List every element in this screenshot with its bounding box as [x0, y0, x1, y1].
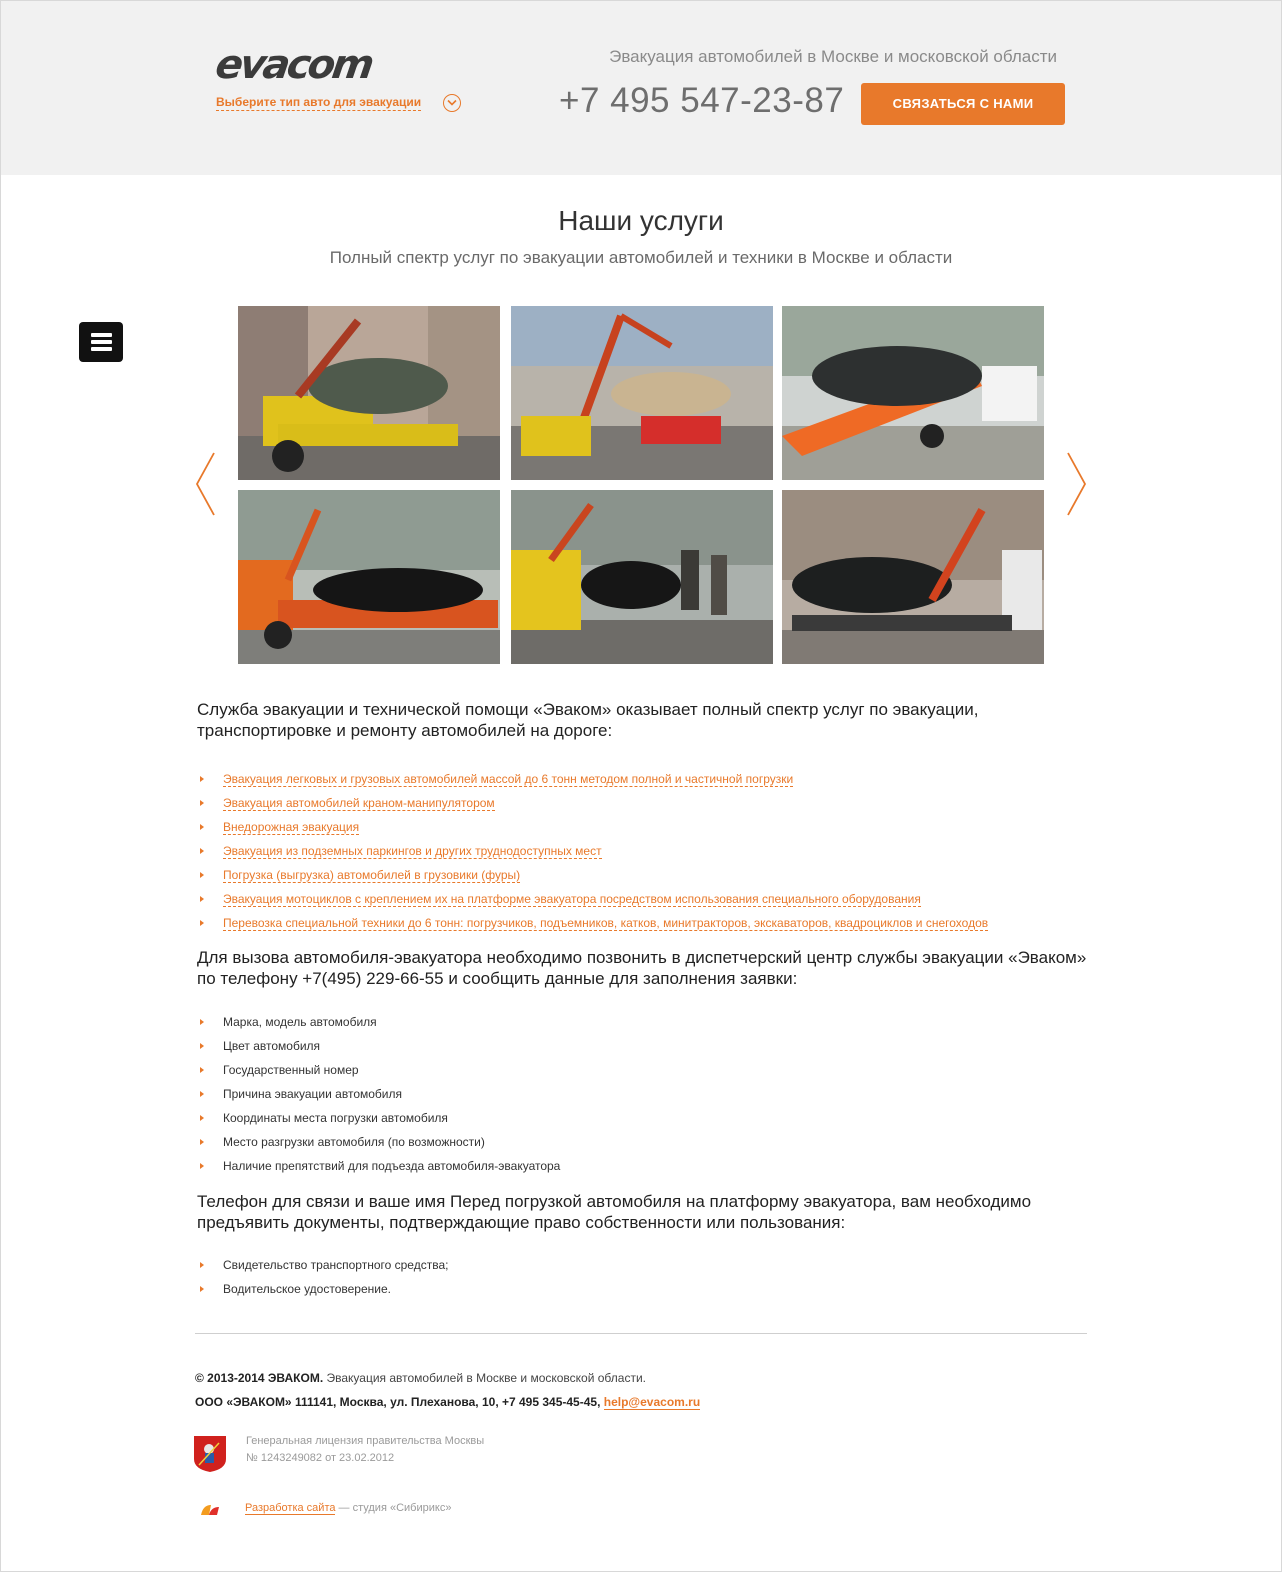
logo[interactable]: [212, 42, 466, 88]
gallery-photo[interactable]: [238, 306, 500, 480]
service-link-item[interactable]: Эвакуация из подземных паркингов и других труднодоступных мест: [197, 839, 1087, 863]
service-link-item[interactable]: Погрузка (выгрузка) автомобилей в грузовики (фуры): [197, 863, 1087, 887]
gallery-photo[interactable]: [511, 306, 773, 480]
sibirix-logo-icon: [199, 1501, 223, 1519]
email-link[interactable]: help@evacom.ru: [603, 1395, 701, 1409]
developer-credit: Разработка сайта — студия «Сибирикс»: [245, 1502, 452, 1514]
service-link-item[interactable]: Внедорожная эвакуация: [197, 815, 1087, 839]
service-link-item[interactable]: Эвакуация автомобилей краном-манипулятором: [197, 791, 1087, 815]
footer-copyright: © 2013-2014 ЭВАКОМ. Эвакуация автомобилей в Москве и московской области.: [195, 1371, 646, 1385]
gallery-photo[interactable]: [511, 490, 773, 664]
gallery-photo[interactable]: [782, 306, 1044, 480]
car-type-selector[interactable]: Выберите тип авто для эвакуации: [216, 95, 422, 109]
documents-list: [197, 1253, 1087, 1301]
list-item: Цвет автомобиля: [197, 1034, 1087, 1058]
request-fields-list: [197, 1010, 1087, 1178]
service-link-item[interactable]: Перевозка специальной техники до 6 тонн: погрузчиков, подъемников, катков, минитракторов, экскаваторов, квадроциклов и снегоходов: [197, 911, 1087, 935]
hamburger-menu-icon[interactable]: [79, 322, 123, 362]
list-item: Причина эвакуации автомобиля: [197, 1082, 1087, 1106]
contact-us-button[interactable]: СВЯЗАТЬСЯ С НАМИ: [861, 83, 1065, 125]
call-instructions-text: Для вызова автомобиля-эвакуатора необходимо позвонить в диспетчерский центр службы эвакуации «Эваком» по телефону +7(495) 229-66-55 и сообщить данные для заполнения заявки:: [197, 948, 1087, 988]
list-item: Водительское удостоверение.: [197, 1277, 1087, 1301]
page-subtitle: Полный спектр услуг по эвакуации автомобилей и техники в Москве и области: [329, 248, 953, 267]
list-item: Место разгрузки автомобиля (по возможности): [197, 1130, 1087, 1154]
list-item: Наличие препятствий для подъезда автомобиля-эвакуатора: [197, 1154, 1087, 1178]
services-list: [197, 767, 1087, 935]
license-title: Генеральная лицензия правительства Москвы: [246, 1435, 485, 1447]
footer-address: ООО «ЭВАКОМ» 111141, Москва, ул. Плеханова, 10, +7 495 345-45-45, help@evacom.ru: [195, 1395, 701, 1409]
intro-text: Служба эвакуации и технической помощи «Эваком» оказывает полный спектр услуг по эвакуации, транспортировке и ремонту автомобилей на дороге:: [197, 700, 979, 740]
gallery-prev-arrow-icon[interactable]: [194, 451, 218, 517]
header: [1, 1, 1281, 175]
logo-text: evacom: [212, 42, 375, 88]
header-tagline: Эвакуация автомобилей в Москве и московской области: [609, 47, 1057, 66]
documents-text: Телефон для связи и ваше имя Перед погрузкой автомобиля на платформу эвакуатора, вам необходимо предъявить документы, подтверждающие право собственности или пользования:: [197, 1192, 1032, 1232]
header-phone[interactable]: +7 495 547-23-87: [559, 81, 845, 120]
moscow-coat-of-arms-icon: [193, 1435, 227, 1473]
gallery-photo[interactable]: [238, 490, 500, 664]
service-link-item[interactable]: Эвакуация мотоциклов с креплением их на платформе эвакуатора посредством использования специального оборудования: [197, 887, 1087, 911]
developer-link[interactable]: Разработка сайта: [245, 1502, 336, 1514]
list-item: Координаты места погрузки автомобиля: [197, 1106, 1087, 1130]
gallery-next-arrow-icon[interactable]: [1064, 451, 1088, 517]
footer-divider: [195, 1333, 1087, 1334]
list-item: Свидетельство транспортного средства;: [197, 1253, 1087, 1277]
gallery-photo[interactable]: [782, 490, 1044, 664]
page-title: Наши услуги: [558, 205, 724, 236]
list-item: Марка, модель автомобиля: [197, 1010, 1087, 1034]
license-number: № 1243249082 от 23.02.2012: [246, 1452, 395, 1464]
service-link-item[interactable]: Эвакуация легковых и грузовых автомобилей массой до 6 тонн методом полной и частичной погрузки: [197, 767, 1087, 791]
list-item: Государственный номер: [197, 1058, 1087, 1082]
chevron-down-icon[interactable]: [443, 94, 461, 112]
